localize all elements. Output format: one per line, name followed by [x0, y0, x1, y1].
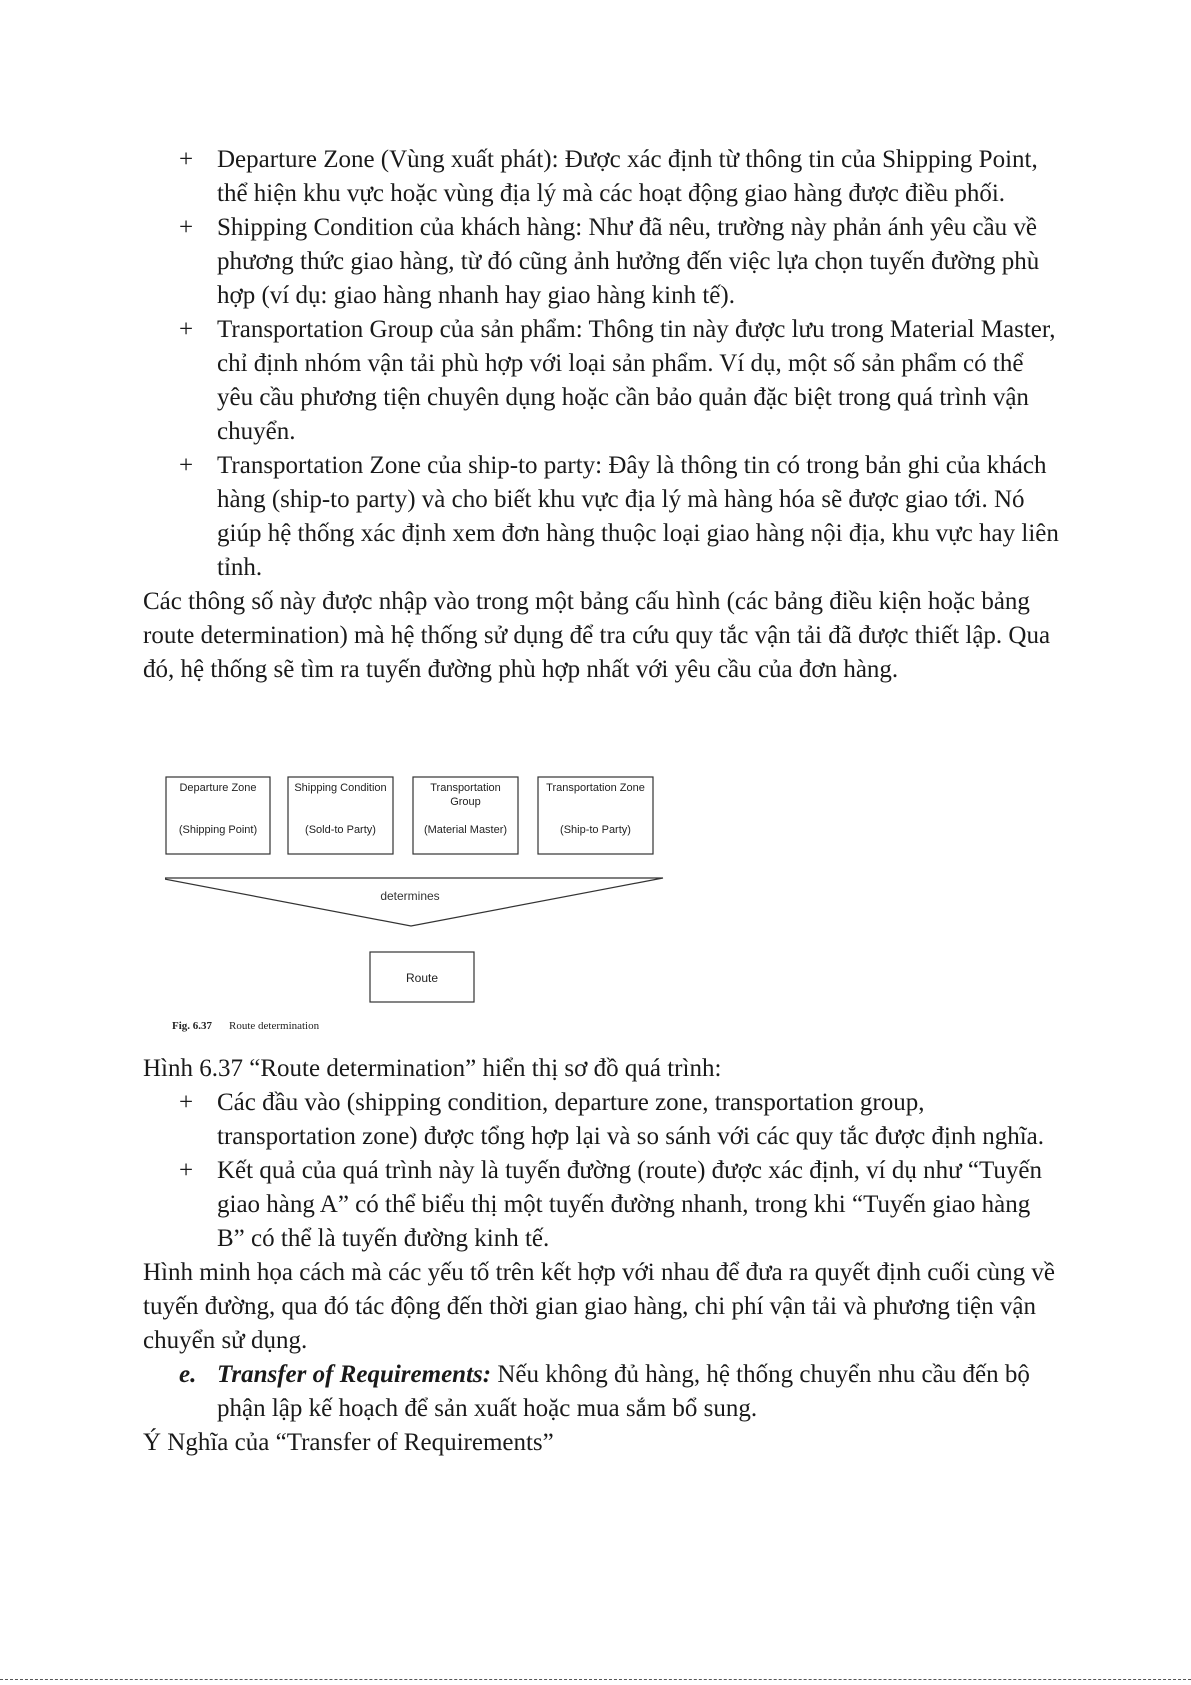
section-route-inputs: [143, 143, 1063, 687]
route-determination-figure: [165, 773, 685, 1035]
bullet-inputs-aggregated: [143, 1086, 1063, 1154]
item-mark: e.: [179, 1361, 197, 1388]
bullet-mark: +: [179, 316, 194, 343]
route-label: Route: [405, 971, 439, 985]
bullet-text: Kết quả của quá trình này là tuyến đường (route) được xác định, ví dụ như “Tuyến giao hàng A” có thể biểu thị một tuyến đường nhanh, trong khi “Tuyến giao hàng B” có thể là tuyến đường kinh tế.: [217, 1157, 1042, 1252]
box-title: Transportation Zone: [546, 782, 645, 794]
figure-summary-paragraph: Hình minh họa cách mà các yếu tố trên kết hợp với nhau để đưa ra quyết định cuối cùng về tuyến đường, qua đó tác động đến thời gian giao hàng, chi phí vận tải và phương tiện vận chuyển sử dụng.: [143, 1259, 1055, 1354]
bullet-text: Transportation Group của sản phẩm: Thông tin này được lưu trong Material Master, chỉ định nhóm vận tải phù hợp với loại sản phẩm. Ví dụ, một số sản phẩm có thể yêu cầu phương tiện chuyên dụng hoặc cần bảo quản đặc biệt trong quá trình vận chuyển.: [217, 316, 1056, 445]
bullet-mark: +: [179, 1089, 194, 1116]
bullet-transportation-group: [143, 313, 1063, 449]
bullet-text: Shipping Condition của khách hàng: Như đã nêu, trường này phản ánh yêu cầu về phương thức giao hàng, từ đó cũng ảnh hưởng đến việc lựa chọn tuyến đường phù hợp (ví dụ: giao hàng nhanh hay giao hàng kinh tế).: [217, 214, 1040, 309]
figure-intro: Hình 6.37 “Route determination” hiển thị sơ đồ quá trình:: [143, 1055, 722, 1082]
box-source: (Shipping Point): [178, 824, 258, 836]
bullet-text: Các đầu vào (shipping condition, departure zone, transportation group, transportation zone) được tổng hợp lại và so sánh với các quy tắc được định nghĩa.: [217, 1089, 1044, 1150]
page-bottom-rule: [0, 1679, 1191, 1680]
item-title: Transfer of Requirements:: [217, 1361, 492, 1388]
figure-svg: [165, 773, 685, 1035]
bullet-shipping-condition: [143, 211, 1063, 313]
figure-caption-text: Route determination: [229, 1020, 320, 1032]
bullet-departure-zone: [143, 143, 1063, 211]
funnel-label: determines: [380, 889, 440, 903]
box-source: (Ship-to Party): [560, 824, 631, 836]
bullet-mark: +: [179, 1157, 194, 1184]
box-title: Departure Zone: [179, 782, 257, 794]
bullet-text: Departure Zone (Vùng xuất phát): Được xác định từ thông tin của Shipping Point, thể hiện khu vực hoặc vùng địa lý mà các hoạt động giao hàng được điều phối.: [217, 146, 1038, 207]
section-heading: Ý Nghĩa của “Transfer of Requirements”: [143, 1429, 554, 1456]
bullet-text: Transportation Zone của ship-to party: Đây là thông tin có trong bản ghi của khách hàng (ship-to party) và cho biết khu vực địa lý mà hàng hóa sẽ được giao tới. Nó giúp hệ thống xác định xem đơn hàng thuộc loại giao hàng nội địa, khu vực hay liên tỉnh.: [217, 452, 1059, 581]
section-figure-explanation: [143, 1052, 1063, 1460]
bullet-transportation-zone: [143, 449, 1063, 585]
bullet-mark: +: [179, 452, 194, 479]
item-transfer-of-requirements: [143, 1358, 1063, 1426]
figure-caption-number: Fig. 6.37: [172, 1020, 213, 1032]
box-source: (Material Master): [423, 824, 508, 836]
item-text: Nếu không đủ hàng, hệ thống chuyển nhu cầu đến bộ phận lập kế hoạch để sản xuất hoặc mua sắm bổ sung.: [217, 1361, 1030, 1422]
box-source: (Sold-to Party): [305, 824, 376, 836]
box-title-line2: Group: [450, 796, 481, 808]
bullet-mark: +: [179, 214, 194, 241]
box-title: Transportation: [430, 782, 501, 794]
bullet-mark: +: [179, 146, 194, 173]
box-title: Shipping Condition: [294, 782, 387, 794]
bullet-route-result: [143, 1154, 1063, 1256]
config-table-paragraph: Các thông số này được nhập vào trong một bảng cấu hình (các bảng điều kiện hoặc bảng route determination) mà hệ thống sử dụng để tra cứu quy tắc vận tải đã được thiết lập. Qua đó, hệ thống sẽ tìm ra tuyến đường phù hợp nhất với yêu cầu của đơn hàng.: [143, 588, 1051, 683]
